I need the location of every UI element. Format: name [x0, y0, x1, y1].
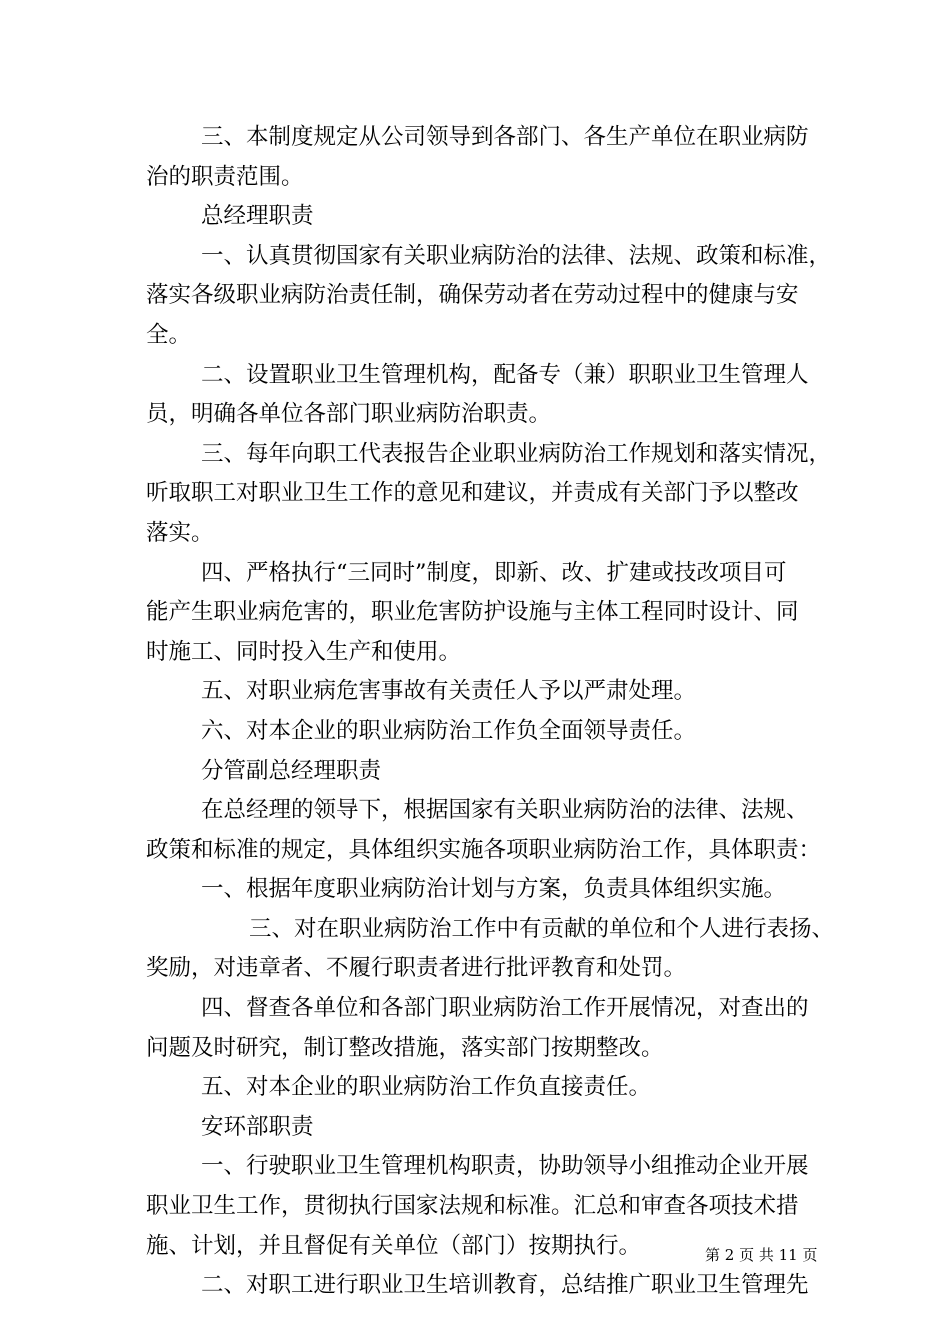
paragraph-line: 在总经理的领导下，根据国家有关职业病防治的法律、法规、 [201, 797, 809, 824]
paragraph-line: 五、对本企业的职业病防治工作负直接责任。 [201, 1074, 652, 1101]
paragraph-line: 落实。 [146, 519, 214, 546]
paragraph-line: 施、计划，并且督促有关单位（部门）按期执行。 [146, 1232, 642, 1259]
paragraph-line: 问题及时研究，制订整改措施，落实部门按期整改。 [146, 1034, 664, 1061]
paragraph-line: 治的职责范围。 [146, 163, 304, 190]
paragraph-line: 政策和标准的规定，具体组织实施各项职业病防治工作，具体职责： [146, 836, 822, 863]
paragraph-line: 三、每年向职工代表报告企业职业病防治工作规划和落实情况， [201, 440, 832, 467]
paragraph-line: 四、严格执行“三同时”制度，即新、改、扩建或技改项目可 [201, 559, 787, 586]
page-number-footer: 第 2 页 共 11 页 [705, 1246, 818, 1264]
paragraph-line: 三、对在职业病防治工作中有贡献的单位和个人进行表扬、 [249, 915, 835, 942]
section-heading: 安环部职责 [201, 1113, 314, 1140]
paragraph-line: 能产生职业病危害的，职业危害防护设施与主体工程同时设计、同 [146, 599, 799, 626]
paragraph-line: 听取职工对职业卫生工作的意见和建议，并责成有关部门予以整改 [146, 480, 799, 507]
paragraph-line: 一、行驶职业卫生管理机构职责，协助领导小组推动企业开展 [201, 1153, 809, 1180]
paragraph-line: 五、对职业病危害事故有关责任人予以严肃处理。 [201, 678, 697, 705]
paragraph-line: 一、认真贯彻国家有关职业病防治的法律、法规、政策和标准， [201, 242, 832, 269]
paragraph-line: 二、设置职业卫生管理机构，配备专（兼）职职业卫生管理人 [201, 361, 809, 388]
paragraph-line: 落实各级职业病防治责任制，确保劳动者在劳动过程中的健康与安 [146, 282, 799, 309]
section-heading: 分管副总经理职责 [201, 757, 382, 784]
paragraph-line: 时施工、同时投入生产和使用。 [146, 638, 462, 665]
paragraph-line: 二、对职工进行职业卫生培训教育，总结推广职业卫生管理先 [201, 1272, 809, 1299]
paragraph-line: 奖励，对违章者、不履行职责者进行批评教育和处罚。 [146, 955, 687, 982]
document-body [146, 118, 835, 1306]
paragraph-line: 四、督查各单位和各部门职业病防治工作开展情况，对查出的 [201, 995, 809, 1022]
paragraph-line: 员，明确各单位各部门职业病防治职责。 [146, 401, 552, 428]
paragraph-line: 职业卫生工作，贯彻执行国家法规和标准。汇总和审查各项技术措 [146, 1193, 799, 1220]
paragraph-line: 一、根据年度职业病防治计划与方案，负责具体组织实施。 [201, 876, 787, 903]
paragraph-line: 全。 [146, 321, 192, 348]
paragraph-line: 六、对本企业的职业病防治工作负全面领导责任。 [201, 717, 697, 744]
section-heading: 总经理职责 [201, 203, 314, 230]
paragraph-line: 三、本制度规定从公司领导到各部门、各生产单位在职业病防 [201, 124, 809, 150]
